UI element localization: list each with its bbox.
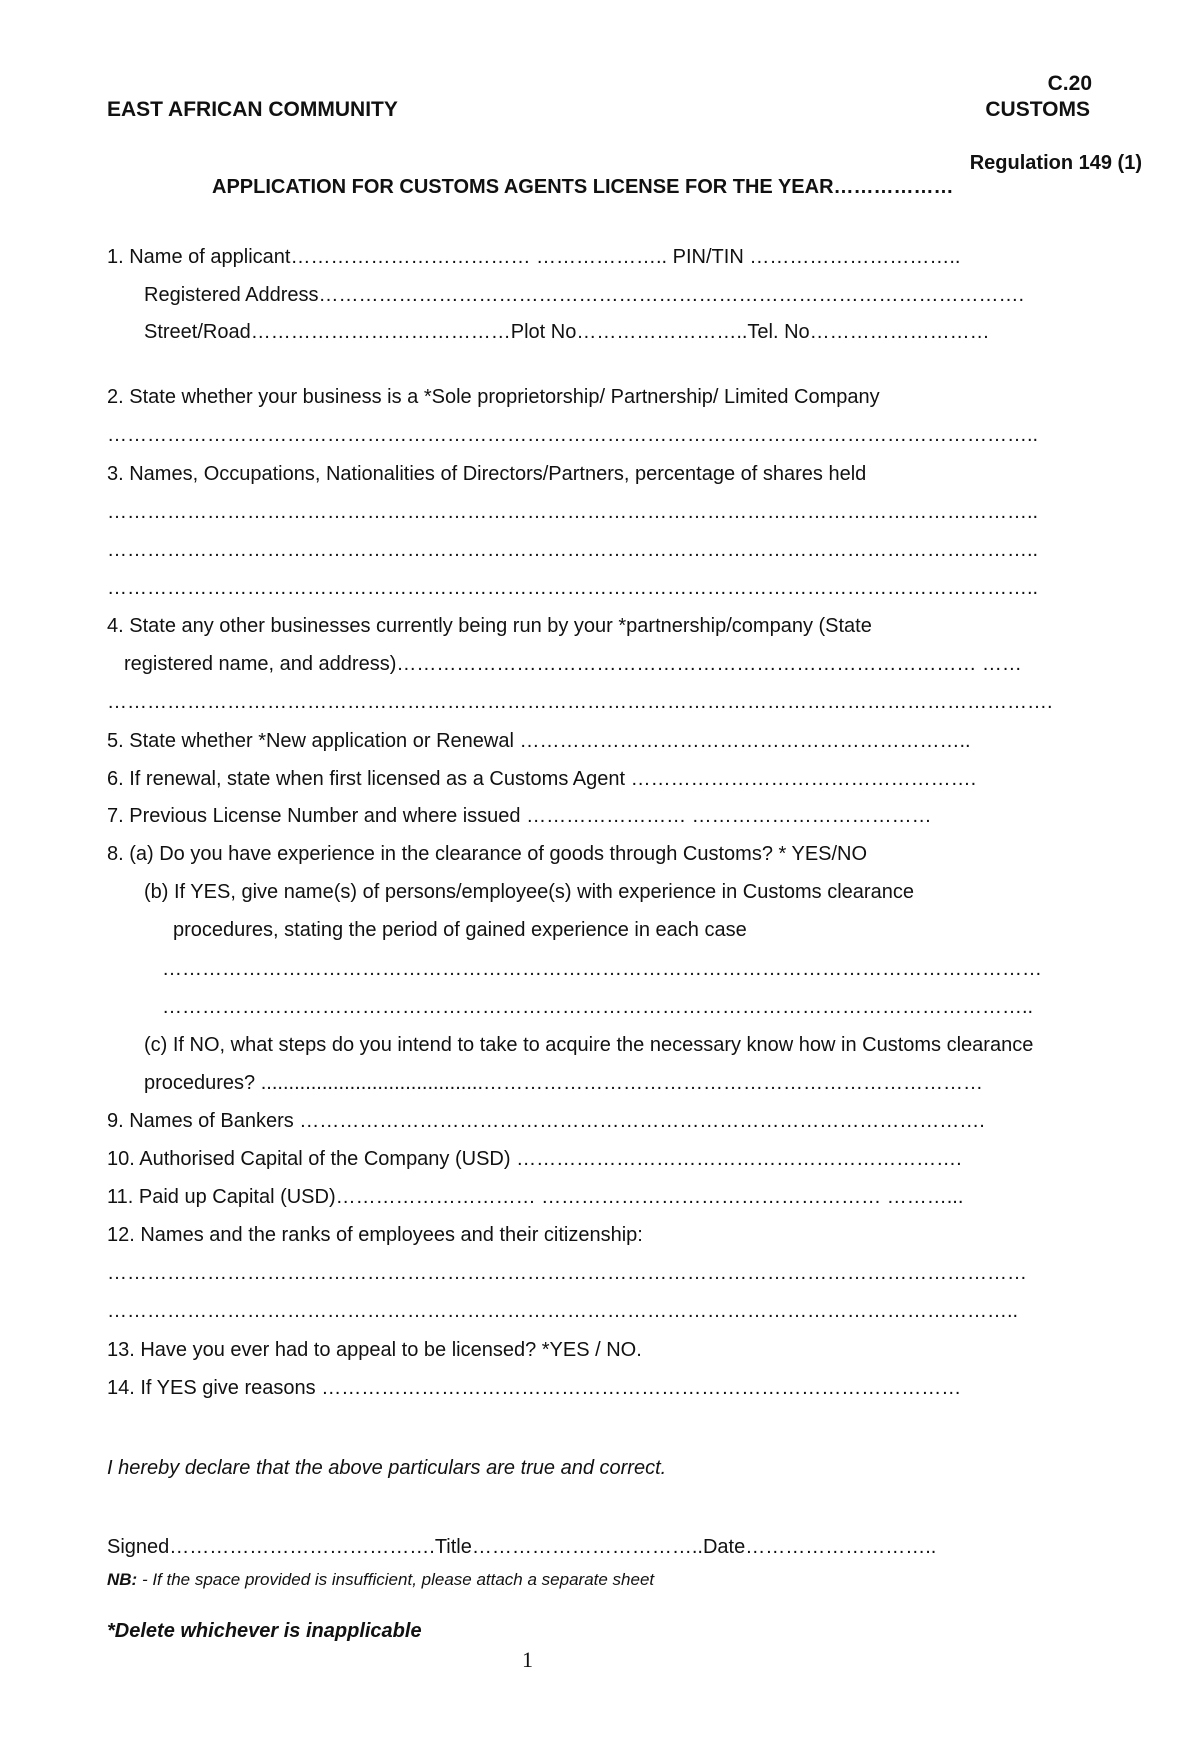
q9-bankers-field: 9. Names of Bankers …………………………………………………………………………………………. xyxy=(107,1110,985,1132)
q1-registered-address-field: Registered Address……………………………………………………………………………………………. xyxy=(144,284,1025,306)
page-number: 1 xyxy=(522,1647,533,1672)
q3-answer-line: ………………………………………………………………………………………………………………………….. xyxy=(107,539,1039,561)
form-title: APPLICATION FOR CUSTOMS AGENTS LICENSE FOR THE YEAR……………… xyxy=(212,176,954,198)
department-label: CUSTOMS xyxy=(985,98,1090,121)
q14-reasons-field: 14. If YES give reasons …………………………………………………………………………………… xyxy=(107,1377,962,1399)
q8b-experience-period-text: procedures, stating the period of gained experience in each case xyxy=(173,919,747,941)
q8b-answer-line: …………………………………………………………………………………………………………………… xyxy=(162,958,1042,980)
q8c-procedures-field: procedures? ........................................………………………………………………………………… xyxy=(144,1072,984,1094)
q12-answer-line: ………………………………………………………………………………………………………………………… xyxy=(107,1262,1027,1284)
declaration-text: I hereby declare that the above particulars are true and correct. xyxy=(107,1457,667,1479)
q1-street-plot-tel-field: Street/Road…………………………………Plot No……………………..Tel. No……………………… xyxy=(144,321,990,343)
q10-authorised-capital-field: 10. Authorised Capital of the Company (USD) …………………………………………………………. xyxy=(107,1148,962,1170)
q7-previous-license-field: 7. Previous License Number and where issued …………………… ……………………………… xyxy=(107,805,932,827)
q1-name-pin-field: 1. Name of applicant……………………………… ……………….. PIN/TIN ………………………….. xyxy=(107,246,961,268)
q3-directors-question: 3. Names, Occupations, Nationalities of Directors/Partners, percentage of shares held xyxy=(107,463,867,485)
q8b-experience-names-question: (b) If YES, give name(s) of persons/employee(s) with experience in Customs clearance xyxy=(144,881,914,903)
q3-answer-line: ………………………………………………………………………………………………………………………….. xyxy=(107,577,1039,599)
signature-title-date-line: Signed………………………………….Title……………………………..Date……………………….. xyxy=(107,1536,937,1558)
q8c-steps-question: (c) If NO, what steps do you intend to take to acquire the necessary know how in Customs clearance xyxy=(144,1034,1034,1056)
nb-note xyxy=(107,1570,654,1590)
q2-business-type-question: 2. State whether your business is a *Sole proprietorship/ Partnership/ Limited Company xyxy=(107,386,880,408)
q8a-experience-question: 8. (a) Do you have experience in the clearance of goods through Customs? * YES/NO xyxy=(107,843,868,865)
q13-appeal-question: 13. Have you ever had to appeal to be licensed? *YES / NO. xyxy=(107,1339,642,1361)
q8b-answer-line: ………………………………………………………………………………………………………………….. xyxy=(162,996,1034,1018)
organization-name: EAST AFRICAN COMMUNITY xyxy=(107,98,398,121)
q6-first-licensed-field: 6. If renewal, state when first licensed as a Customs Agent ……………………………………………. xyxy=(107,768,977,790)
q4-answer-line: ……………………………………………………………………………………………………………………………. xyxy=(107,691,1053,713)
q3-answer-line: ………………………………………………………………………………………………………………………….. xyxy=(107,501,1039,523)
q12-employees-question: 12. Names and the ranks of employees and their citizenship: xyxy=(107,1224,643,1246)
q4-registered-name-field: registered name, and address)…………………………………………………………………………… …… xyxy=(124,653,1022,675)
q5-application-type-field: 5. State whether *New application or Renewal ………………………………………………………….. xyxy=(107,730,971,752)
regulation-reference: Regulation 149 (1) xyxy=(969,152,1142,174)
nb-text: - If the space provided is insufficient, please attach a separate sheet xyxy=(137,1570,655,1589)
form-code: C.20 xyxy=(1047,72,1092,95)
q11-paid-up-capital-field: 11. Paid up Capital (USD)………………………… …………………………………………… ………... xyxy=(107,1186,964,1208)
q2-answer-line: ………………………………………………………………………………………………………………………….. xyxy=(107,424,1039,446)
q4-other-businesses-question: 4. State any other businesses currently being run by your *partnership/company (State xyxy=(107,615,872,637)
q12-answer-line: ……………………………………………………………………………………………………………………….. xyxy=(107,1300,1019,1322)
nb-label: NB: xyxy=(107,1570,138,1589)
delete-inapplicable-note: *Delete whichever is inapplicable xyxy=(107,1620,422,1642)
